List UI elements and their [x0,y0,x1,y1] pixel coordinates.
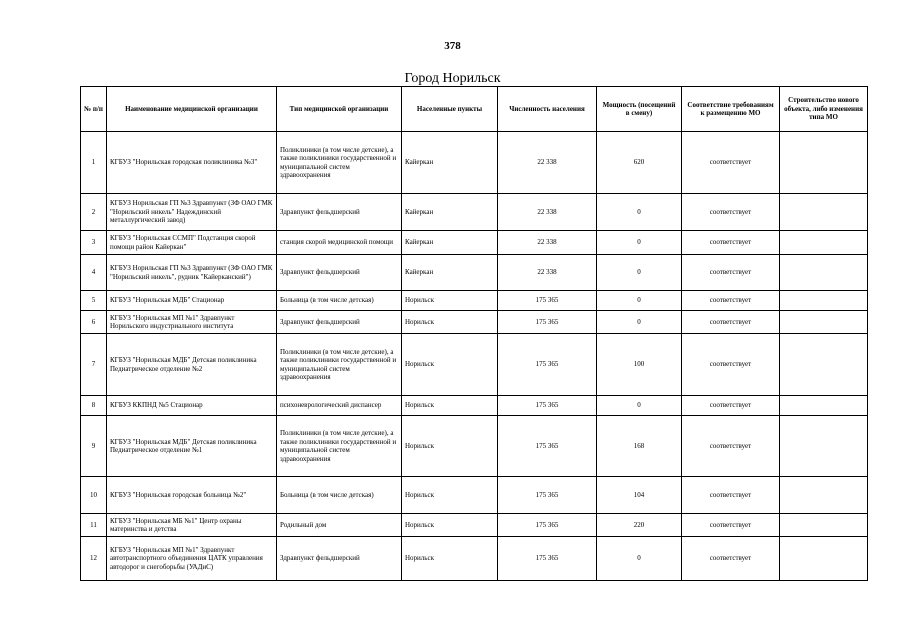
organization-type: Здравпункт фельдшерский [277,255,402,291]
locality: Норильск [402,514,498,537]
row-number: 1 [81,132,107,194]
locality: Норильск [402,477,498,514]
capacity: 0 [597,194,682,231]
compliance: соответствует [682,334,780,396]
header-organization-type: Тип медицинской организации [277,87,402,132]
organization-name: КГБУЗ Норильская ГП №3 Здравпункт (ЗФ ОАО ГМК "Норильский никель" Надеждинский металлургический завод) [107,194,277,231]
organization-type: Здравпункт фельдшерский [277,194,402,231]
capacity: 0 [597,396,682,416]
organization-type: Поликлиники (в том числе детские), а также поликлиники государственной и муниципальной систем здравоохранения [277,334,402,396]
new-object [780,231,868,255]
header-number: № п/п [81,87,107,132]
table-header-row [81,87,868,132]
compliance: соответствует [682,311,780,334]
organization-name: КГБУЗ Норильская ГП №3 Здравпункт (ЗФ ОАО ГМК "Норильский никель", рудник "Кайерканский") [107,255,277,291]
compliance: соответствует [682,194,780,231]
capacity: 220 [597,514,682,537]
row-number: 2 [81,194,107,231]
organization-type: Поликлиники (в том числе детские), а также поликлиники государственной и муниципальной систем здравоохранения [277,416,402,477]
locality: Норильск [402,291,498,311]
compliance: соответствует [682,132,780,194]
new-object [780,396,868,416]
organization-name: КГБУЗ "Норильская городская больница №2" [107,477,277,514]
capacity: 0 [597,231,682,255]
compliance: соответствует [682,514,780,537]
table-row [81,291,868,311]
capacity: 620 [597,132,682,194]
locality: Норильск [402,311,498,334]
new-object [780,194,868,231]
organization-name: КГБУЗ "Норильская МБ №1" Центр охраны материнства и детства [107,514,277,537]
row-number: 11 [81,514,107,537]
organization-type: Больница (в том числе детская) [277,291,402,311]
table-row [81,514,868,537]
row-number: 4 [81,255,107,291]
row-number: 10 [81,477,107,514]
header-localities: Населенные пункты [402,87,498,132]
table-row [81,255,868,291]
compliance: соответствует [682,537,780,581]
locality: Норильск [402,416,498,477]
compliance: соответствует [682,477,780,514]
row-number: 6 [81,311,107,334]
header-capacity: Мощность (посещений в смену) [597,87,682,132]
row-number: 5 [81,291,107,311]
organization-name: КГБУЗ ККПНД №5 Стационар [107,396,277,416]
table-row [81,396,868,416]
row-number: 9 [81,416,107,477]
locality: Кайеркан [402,231,498,255]
table-row [81,194,868,231]
organization-name: КГБУЗ "Норильская МП №1" Здравпункт Норильского индустриального института [107,311,277,334]
population: 22 338 [498,132,597,194]
capacity: 0 [597,537,682,581]
new-object [780,334,868,396]
organization-type: станция скорой медицинской помощи [277,231,402,255]
locality: Кайеркан [402,194,498,231]
new-object [780,255,868,291]
population: 175 365 [498,514,597,537]
new-object [780,514,868,537]
compliance: соответствует [682,255,780,291]
row-number: 12 [81,537,107,581]
organization-type: Родильный дом [277,514,402,537]
compliance: соответствует [682,416,780,477]
organization-type: Здравпункт фельдшерский [277,537,402,581]
medical-organizations-table [80,86,868,581]
organization-type: Поликлиники (в том числе детские), а также поликлиники государственной и муниципальной систем здравоохранения [277,132,402,194]
table-row [81,231,868,255]
population: 22 338 [498,231,597,255]
locality: Кайеркан [402,132,498,194]
organization-name: КГБУЗ "Норильская МДБ" Детская поликлиника Педиатрическое отделение №1 [107,416,277,477]
locality: Норильск [402,334,498,396]
organization-type: психоневрологический диспансер [277,396,402,416]
capacity: 168 [597,416,682,477]
compliance: соответствует [682,291,780,311]
capacity: 0 [597,255,682,291]
row-number: 8 [81,396,107,416]
table-row [81,132,868,194]
population: 175 365 [498,334,597,396]
new-object [780,132,868,194]
capacity: 0 [597,291,682,311]
table-row [81,477,868,514]
population: 175 365 [498,291,597,311]
new-object [780,311,868,334]
row-number: 7 [81,334,107,396]
organization-name: КГБУЗ "Норильская МДБ" Детская поликлиника Педиатрическое отделение №2 [107,334,277,396]
organization-name: КГБУЗ "Норильская МП №1" Здравпункт автотранспортного объединения ЦАТК управления автодорог и снегоборьбы (УАДиС) [107,537,277,581]
new-object [780,291,868,311]
capacity: 0 [597,311,682,334]
compliance: соответствует [682,396,780,416]
population: 175 365 [498,416,597,477]
header-compliance: Соответствие требованиям к размещению МО [682,87,780,132]
population: 175 365 [498,537,597,581]
new-object [780,416,868,477]
header-population: Численность населения [498,87,597,132]
organization-name: КГБУЗ "Норильская ССМП" Подстанция скорой помощи район Кайеркан" [107,231,277,255]
capacity: 100 [597,334,682,396]
locality: Кайеркан [402,255,498,291]
new-object [780,537,868,581]
page-number: 378 [444,40,461,52]
compliance: соответствует [682,231,780,255]
row-number: 3 [81,231,107,255]
capacity: 104 [597,477,682,514]
locality: Норильск [402,396,498,416]
population: 22 338 [498,194,597,231]
population: 175 365 [498,477,597,514]
page-title: Город Норильск [404,71,501,86]
header-organization-name: Наименование медицинской организации [107,87,277,132]
new-object [780,477,868,514]
population: 22 338 [498,255,597,291]
organization-type: Здравпункт фельдшерский [277,311,402,334]
table-row [81,537,868,581]
header-new-construction: Строительство нового объекта, либо изменения типа МО [780,87,868,132]
table-row [81,311,868,334]
table-row [81,334,868,396]
table-row [81,416,868,477]
locality: Норильск [402,537,498,581]
population: 175 365 [498,396,597,416]
organization-name: КГБУЗ "Норильская МДБ" Стационар [107,291,277,311]
organization-type: Больница (в том числе детская) [277,477,402,514]
organization-name: КГБУЗ "Норильская городская поликлиника №3" [107,132,277,194]
population: 175 365 [498,311,597,334]
